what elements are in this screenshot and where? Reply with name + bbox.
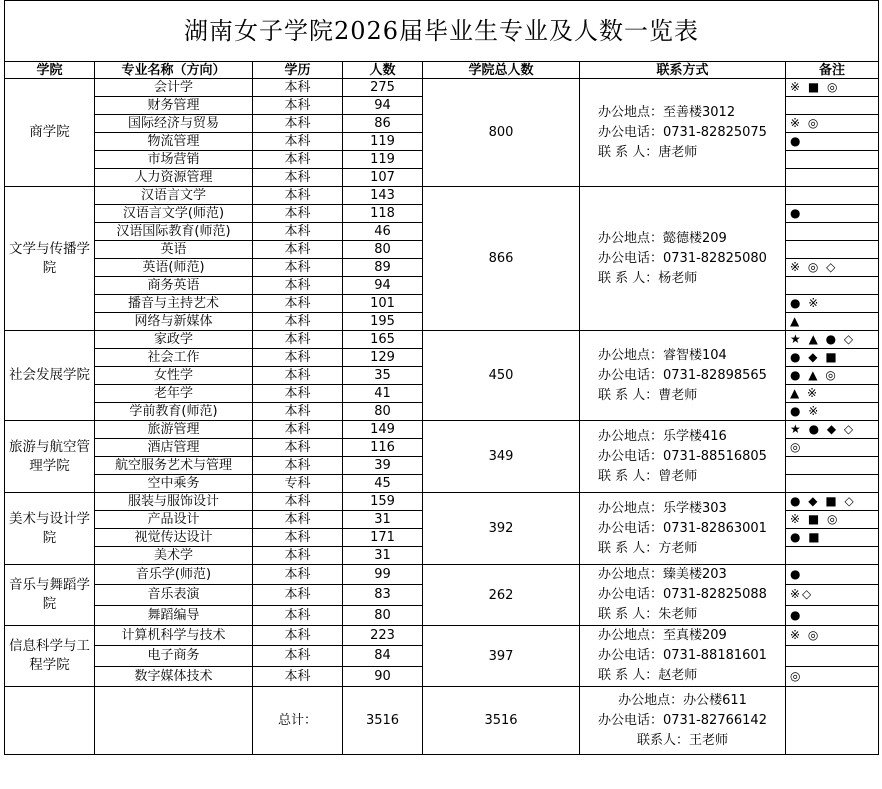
major-name: 音乐表演: [95, 585, 253, 605]
contact-info: [580, 421, 786, 493]
contact-person: 联 系 人：方老师: [598, 540, 698, 556]
note-symbols: ★ ▲ ● ◇: [786, 331, 879, 349]
contact-phone: 办公电话：0731-82825075: [598, 124, 767, 140]
degree-level: 本科: [253, 511, 343, 529]
degree-level: 本科: [253, 457, 343, 475]
header-major: 专业名称（方向）: [95, 62, 253, 79]
student-count: 116: [343, 439, 423, 457]
note-symbols: [786, 547, 879, 565]
degree-level: 本科: [253, 151, 343, 169]
major-name: 财务管理: [95, 97, 253, 115]
table-row: [5, 565, 879, 585]
contact-info: [580, 331, 786, 421]
table-row: [5, 331, 879, 349]
major-name: 产品设计: [95, 511, 253, 529]
student-count: 149: [343, 421, 423, 439]
table-title: 湖南女子学院2026届毕业生专业及人数一览表: [5, 1, 879, 62]
degree-level: 本科: [253, 97, 343, 115]
major-name: 电子商务: [95, 646, 253, 666]
degree-level: 本科: [253, 403, 343, 421]
contact-info: [580, 626, 786, 687]
degree-level: 本科: [253, 223, 343, 241]
contact-person: 联 系 人：曹老师: [598, 387, 698, 403]
degree-level: 本科: [253, 187, 343, 205]
degree-level: 本科: [253, 565, 343, 585]
major-name: 家政学: [95, 331, 253, 349]
student-count: 46: [343, 223, 423, 241]
contact-phone: 办公电话：0731-82766142: [598, 712, 767, 728]
student-count: 195: [343, 313, 423, 331]
degree-level: 本科: [253, 79, 343, 97]
note-symbols: ● ◆ ■ ◇: [786, 493, 879, 511]
major-name: 物流管理: [95, 133, 253, 151]
student-count: 223: [343, 626, 423, 646]
major-name: 旅游管理: [95, 421, 253, 439]
degree-level: 本科: [253, 205, 343, 223]
major-name: 音乐学(师范): [95, 565, 253, 585]
student-count: 107: [343, 169, 423, 187]
degree-level: 本科: [253, 115, 343, 133]
major-name: 播音与主持艺术: [95, 295, 253, 313]
college-total: 349: [423, 421, 580, 493]
student-count: 99: [343, 565, 423, 585]
college-name: 信息科学与工程学院: [5, 626, 95, 687]
note-symbols: [786, 646, 879, 666]
student-count: 80: [343, 605, 423, 625]
major-name: 英语(师范): [95, 259, 253, 277]
college-total: 392: [423, 493, 580, 565]
note-symbols: ● ■: [786, 529, 879, 547]
major-name: 汉语言文学(师范): [95, 205, 253, 223]
major-name: 服装与服饰设计: [95, 493, 253, 511]
summary-count: 3516: [343, 687, 423, 755]
header-note: 备注: [786, 62, 879, 79]
summary-empty: [786, 687, 879, 755]
note-symbols: [786, 475, 879, 493]
degree-level: 本科: [253, 277, 343, 295]
note-symbols: ●: [786, 605, 879, 625]
student-count: 90: [343, 666, 423, 686]
header-college: 学院: [5, 62, 95, 79]
student-count: 84: [343, 646, 423, 666]
note-symbols: ●: [786, 565, 879, 585]
degree-level: 本科: [253, 493, 343, 511]
note-symbols: ● ◆ ■: [786, 349, 879, 367]
major-name: 汉语言文学: [95, 187, 253, 205]
student-count: 165: [343, 331, 423, 349]
contact-person: 联 系 人：赵老师: [598, 668, 698, 683]
contact-phone: 办公电话：0731-82825088: [598, 587, 767, 602]
header-degree: 学历: [253, 62, 343, 79]
note-symbols: ▲: [786, 313, 879, 331]
student-count: 80: [343, 241, 423, 259]
student-count: 80: [343, 403, 423, 421]
student-count: 45: [343, 475, 423, 493]
college-name: 社会发展学院: [5, 331, 95, 421]
student-count: 101: [343, 295, 423, 313]
contact-person: 联 系 人：杨老师: [598, 270, 698, 286]
contact-info: [580, 187, 786, 331]
summary-contact: [580, 687, 786, 755]
note-symbols: [786, 457, 879, 475]
degree-level: 本科: [253, 666, 343, 686]
graduates-table: [4, 0, 879, 755]
degree-level: 本科: [253, 385, 343, 403]
major-name: 网络与新媒体: [95, 313, 253, 331]
college-name: 旅游与航空管理学院: [5, 421, 95, 493]
college-total: 866: [423, 187, 580, 331]
major-name: 人力资源管理: [95, 169, 253, 187]
summary-row: [5, 687, 879, 755]
major-name: 学前教育(师范): [95, 403, 253, 421]
contact-info: [580, 79, 786, 187]
degree-level: 本科: [253, 585, 343, 605]
degree-level: 本科: [253, 421, 343, 439]
degree-level: 本科: [253, 331, 343, 349]
contact-office: 办公地点：臻美楼203: [598, 567, 727, 582]
major-name: 商务英语: [95, 277, 253, 295]
student-count: 119: [343, 133, 423, 151]
student-count: 89: [343, 259, 423, 277]
note-symbols: [786, 169, 879, 187]
note-symbols: ★ ● ◆ ◇: [786, 421, 879, 439]
contact-office: 办公地点：乐学楼303: [598, 500, 727, 516]
contact-person: 联 系 人：曾老师: [598, 468, 698, 484]
student-count: 94: [343, 277, 423, 295]
college-name: 商学院: [5, 79, 95, 187]
student-count: 171: [343, 529, 423, 547]
degree-level: 本科: [253, 605, 343, 625]
summary-label: 总计：: [253, 687, 343, 755]
note-symbols: ※ ◎ ◇: [786, 259, 879, 277]
college-total: 262: [423, 565, 580, 626]
note-symbols: ● ▲ ◎: [786, 367, 879, 385]
degree-level: 本科: [253, 529, 343, 547]
major-name: 会计学: [95, 79, 253, 97]
header-count: 人数: [343, 62, 423, 79]
contact-office: 办公地点：办公楼611: [618, 692, 747, 708]
major-name: 英语: [95, 241, 253, 259]
contact-phone: 办公电话：0731-82825080: [598, 250, 767, 266]
note-symbols: ● ※: [786, 403, 879, 421]
major-name: 航空服务艺术与管理: [95, 457, 253, 475]
contact-info: [580, 493, 786, 565]
note-symbols: ●: [786, 133, 879, 151]
table-row: [5, 79, 879, 97]
note-symbols: ※ ■ ◎: [786, 511, 879, 529]
college-name: 文学与传播学院: [5, 187, 95, 331]
note-symbols: ◎: [786, 439, 879, 457]
college-name: 美术与设计学院: [5, 493, 95, 565]
major-name: 社会工作: [95, 349, 253, 367]
contact-office: 办公地点：懿德楼209: [598, 230, 727, 246]
degree-level: 专科: [253, 475, 343, 493]
student-count: 83: [343, 585, 423, 605]
contact-info: [580, 565, 786, 626]
student-count: 143: [343, 187, 423, 205]
summary-empty: [5, 687, 95, 755]
degree-level: 本科: [253, 626, 343, 646]
major-name: 计算机科学与技术: [95, 626, 253, 646]
table-row: [5, 493, 879, 511]
college-total: 397: [423, 626, 580, 687]
student-count: 31: [343, 547, 423, 565]
note-symbols: ●: [786, 205, 879, 223]
note-symbols: ※ ◎: [786, 115, 879, 133]
major-name: 酒店管理: [95, 439, 253, 457]
degree-level: 本科: [253, 259, 343, 277]
table-row: [5, 421, 879, 439]
degree-level: 本科: [253, 169, 343, 187]
note-symbols: [786, 97, 879, 115]
student-count: 129: [343, 349, 423, 367]
major-name: 美术学: [95, 547, 253, 565]
degree-level: 本科: [253, 313, 343, 331]
student-count: 86: [343, 115, 423, 133]
contact-phone: 办公电话：0731-82863001: [598, 520, 767, 536]
major-name: 视觉传达设计: [95, 529, 253, 547]
student-count: 39: [343, 457, 423, 475]
note-symbols: [786, 187, 879, 205]
degree-level: 本科: [253, 439, 343, 457]
degree-level: 本科: [253, 646, 343, 666]
major-name: 老年学: [95, 385, 253, 403]
contact-person: 联 系 人：唐老师: [598, 144, 698, 160]
note-symbols: ◎: [786, 666, 879, 686]
enrollment-sheet: [4, 0, 878, 755]
degree-level: 本科: [253, 547, 343, 565]
student-count: 31: [343, 511, 423, 529]
contact-phone: 办公电话：0731-88181601: [598, 648, 767, 663]
major-name: 数字媒体技术: [95, 666, 253, 686]
contact-phone: 办公电话：0731-82898565: [598, 367, 767, 383]
college-total: 800: [423, 79, 580, 187]
note-symbols: ● ※: [786, 295, 879, 313]
college-total: 450: [423, 331, 580, 421]
contact-phone: 办公电话：0731-88516805: [598, 448, 767, 464]
degree-level: 本科: [253, 367, 343, 385]
major-name: 汉语国际教育(师范): [95, 223, 253, 241]
degree-level: 本科: [253, 295, 343, 313]
major-name: 女性学: [95, 367, 253, 385]
note-symbols: [786, 277, 879, 295]
degree-level: 本科: [253, 241, 343, 259]
student-count: 94: [343, 97, 423, 115]
major-name: 国际经济与贸易: [95, 115, 253, 133]
degree-level: 本科: [253, 133, 343, 151]
note-symbols: [786, 241, 879, 259]
note-symbols: [786, 151, 879, 169]
student-count: 35: [343, 367, 423, 385]
student-count: 41: [343, 385, 423, 403]
table-row: [5, 626, 879, 646]
summary-college-total: 3516: [423, 687, 580, 755]
summary-empty: [95, 687, 253, 755]
note-symbols: ※ ■ ◎: [786, 79, 879, 97]
major-name: 舞蹈编导: [95, 605, 253, 625]
note-symbols: ▲ ※: [786, 385, 879, 403]
header-row: [5, 62, 879, 79]
contact-office: 办公地点：乐学楼416: [598, 428, 727, 444]
major-name: 空中乘务: [95, 475, 253, 493]
college-name: 音乐与舞蹈学院: [5, 565, 95, 626]
student-count: 118: [343, 205, 423, 223]
degree-level: 本科: [253, 349, 343, 367]
header-college-total: 学院总人数: [423, 62, 580, 79]
note-symbols: [786, 223, 879, 241]
contact-person: 联系人：王老师: [636, 732, 728, 748]
contact-person: 联 系 人：朱老师: [598, 607, 698, 622]
student-count: 119: [343, 151, 423, 169]
note-symbols: ※ ◎: [786, 626, 879, 646]
contact-office: 办公地点：至善楼3012: [598, 104, 736, 120]
note-symbols: ※◇: [786, 585, 879, 605]
student-count: 159: [343, 493, 423, 511]
table-row: [5, 187, 879, 205]
major-name: 市场营销: [95, 151, 253, 169]
student-count: 275: [343, 79, 423, 97]
contact-office: 办公地点：睿智楼104: [598, 347, 727, 363]
header-contact: 联系方式: [580, 62, 786, 79]
contact-office: 办公地点：至真楼209: [598, 628, 727, 643]
